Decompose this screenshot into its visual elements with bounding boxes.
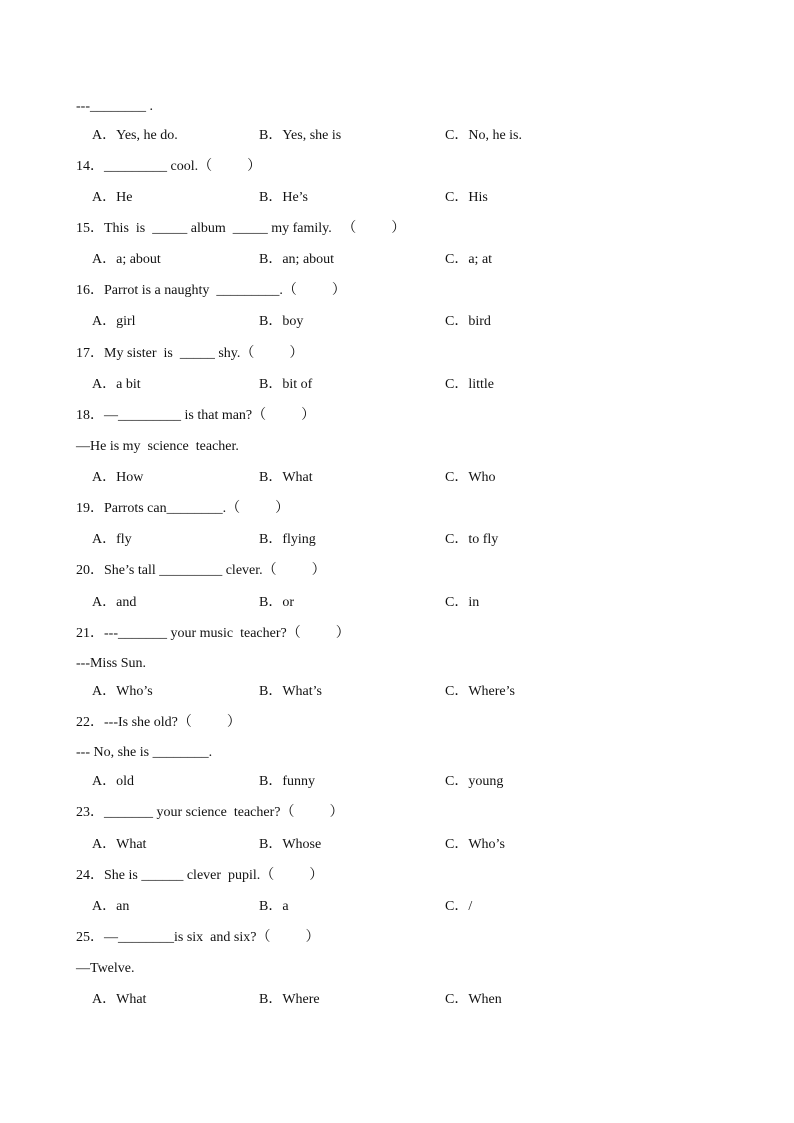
option-b: B．flying: [259, 532, 316, 547]
option-b: B．funny: [259, 774, 315, 789]
option-c: C．When: [445, 992, 502, 1007]
option-a: A．He: [92, 190, 133, 205]
question-25-dialogue: —Twelve.: [76, 961, 135, 976]
question-19-stem: 19．Parrots can________.（ ）: [76, 501, 290, 516]
question-14-stem: 14．_________ cool.（ ）: [76, 159, 262, 174]
option-c: C．little: [445, 377, 494, 392]
option-a: A．a; about: [92, 252, 161, 267]
question-25-options: [92, 991, 752, 1009]
question-16-stem: 16．Parrot is a naughty _________.（ ）: [76, 283, 346, 298]
question-18-stem: 18．—_________ is that man?（ ）: [76, 408, 316, 423]
question-21-dialogue: ---Miss Sun.: [76, 656, 147, 671]
question-21-options: [92, 683, 752, 701]
option-a: A．What: [92, 992, 147, 1007]
option-c: C．No, he is.: [445, 128, 522, 143]
option-a: A．an: [92, 899, 130, 914]
option-b: B．He’s: [259, 190, 308, 205]
option-c: C．young: [445, 774, 504, 789]
question-16-options: [92, 313, 752, 331]
question-13-answer-line: ---________ .: [76, 99, 153, 114]
option-a: A．What: [92, 837, 147, 852]
option-b: B．What: [259, 470, 313, 485]
question-20-stem: 20．She’s tall _________ clever.（ ）: [76, 563, 326, 578]
option-c: C．Who: [445, 470, 496, 485]
question-22-options: [92, 773, 752, 791]
question-17-stem: 17．My sister is _____ shy.（ ）: [76, 346, 304, 361]
question-20-options: [92, 594, 752, 612]
question-18-dialogue: —He is my science teacher.: [76, 439, 239, 454]
question-15-options: [92, 251, 752, 269]
option-a: A．fly: [92, 532, 132, 547]
option-b: B．or: [259, 595, 294, 610]
question-13-options: [92, 127, 752, 145]
option-b: B．an; about: [259, 252, 335, 267]
option-a: A．a bit: [92, 377, 141, 392]
option-a: A．Who’s: [92, 684, 153, 699]
option-b: B．bit of: [259, 377, 313, 392]
option-c: C．/: [445, 899, 473, 914]
option-b: B．What’s: [259, 684, 322, 699]
question-17-options: [92, 376, 752, 394]
question-24-options: [92, 898, 752, 916]
option-b: B．Where: [259, 992, 320, 1007]
option-a: A．old: [92, 774, 134, 789]
question-19-options: [92, 531, 752, 549]
question-22-stem: 22．---Is she old?（ ）: [76, 715, 241, 730]
question-18-options: [92, 469, 752, 487]
question-21-stem: 21．---_______ your music teacher?（ ）: [76, 626, 350, 641]
option-a: A．and: [92, 595, 137, 610]
question-22-dialogue: --- No, she is ________.: [76, 745, 213, 760]
question-23-options: [92, 836, 752, 854]
question-24-stem: 24．She is ______ clever pupil.（ ）: [76, 868, 324, 883]
option-b: B．Whose: [259, 837, 322, 852]
option-b: B．Yes, she is: [259, 128, 342, 143]
question-14-options: [92, 189, 752, 207]
option-a: A．How: [92, 470, 144, 485]
option-c: C．Where’s: [445, 684, 515, 699]
option-b: B．a: [259, 899, 289, 914]
option-c: C．Who’s: [445, 837, 505, 852]
question-23-stem: 23．_______ your science teacher?（ ）: [76, 805, 344, 820]
question-15-stem: 15．This is _____ album _____ my family. （ ）: [76, 221, 406, 236]
option-a: A．girl: [92, 314, 136, 329]
option-c: C．in: [445, 595, 480, 610]
option-c: C．to fly: [445, 532, 499, 547]
option-a: A．Yes, he do.: [92, 128, 178, 143]
option-c: C．bird: [445, 314, 491, 329]
question-25-stem: 25．—________is six and six?（ ）: [76, 930, 320, 945]
option-c: C．His: [445, 190, 488, 205]
option-b: B．boy: [259, 314, 304, 329]
option-c: C．a; at: [445, 252, 493, 267]
